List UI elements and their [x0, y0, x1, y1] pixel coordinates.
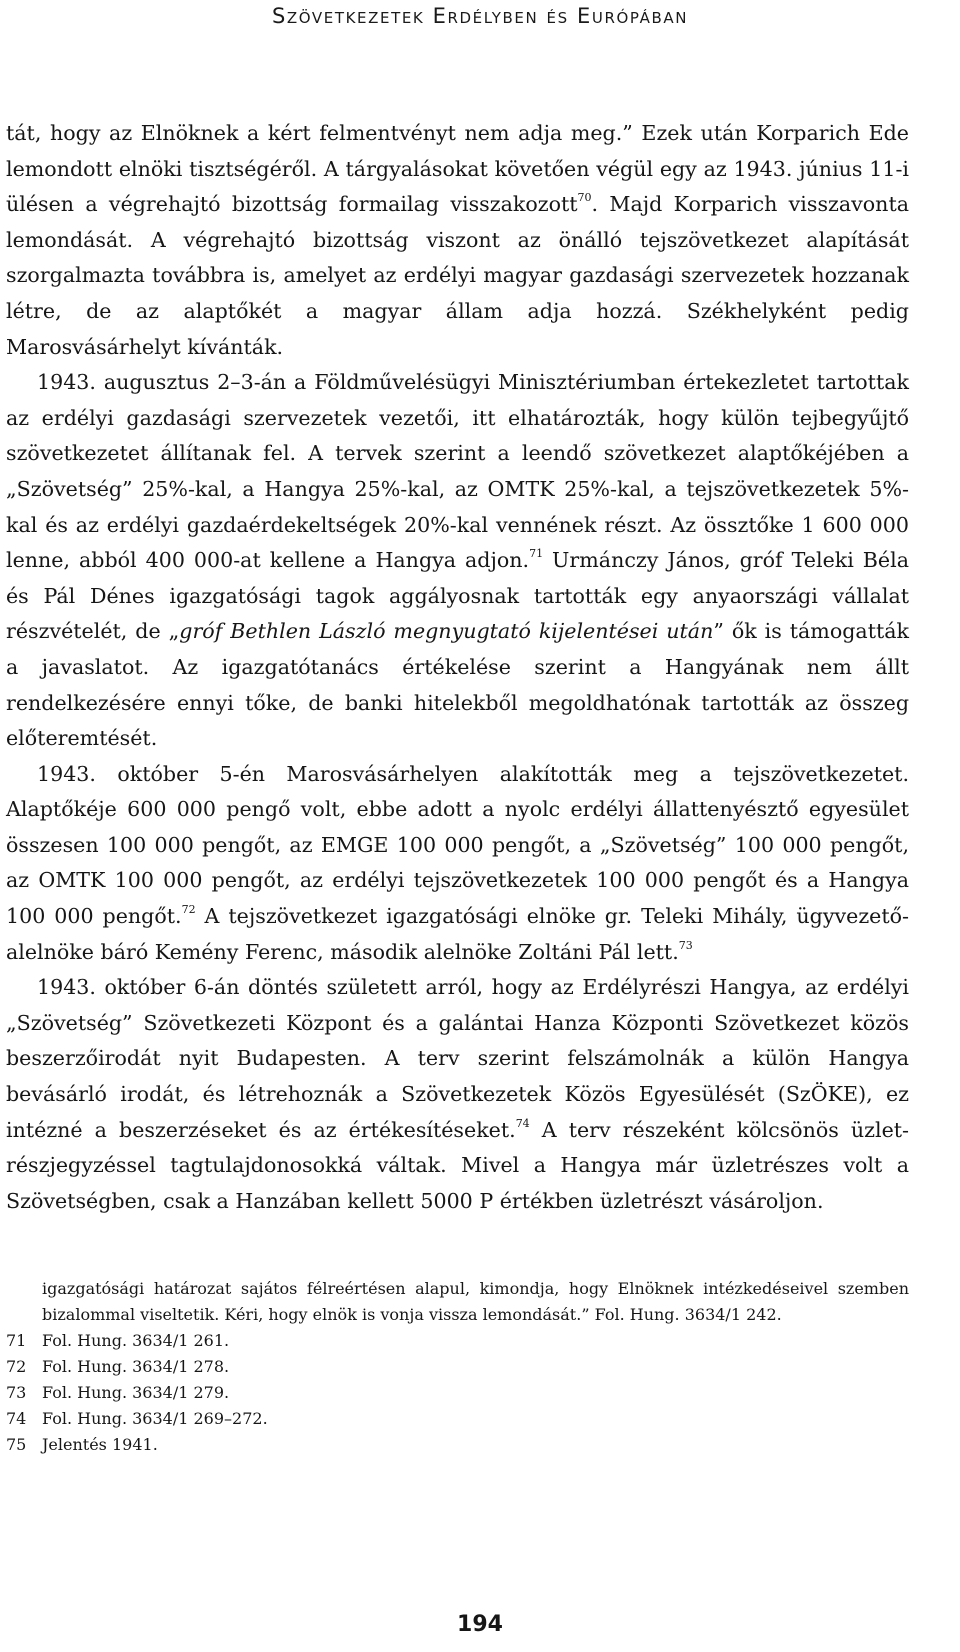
footnote-ref[interactable]: 73	[678, 938, 693, 952]
main-text	[6, 116, 909, 1219]
footnote	[6, 1406, 909, 1432]
running-header	[0, 4, 960, 28]
paragraph	[6, 116, 909, 365]
footnote	[6, 1432, 909, 1458]
footnote-ref[interactable]: 71	[529, 547, 544, 561]
footnote-number: 71	[6, 1331, 27, 1350]
paragraph	[6, 365, 909, 757]
footnote-continuation: igazgatósági határozat sajátos félreértésen alapul, kimondja, hogy Elnöknek intézkedéseivel szemben bizalommal viseltetik. Kéri, hogy elnök is vonja vissza lemondását.” Fol. Hung. 3634/1 242.	[42, 1279, 909, 1324]
text-run: A terv részeként kölcsönös üzletrészjegyzéssel tagtulajdonosokká váltak. Mivel a Hangya már üzletrészes volt a Szövetségben, csak a Hanzában kellett 5000 P értékben üzletrészt vásároljon.	[6, 1117, 909, 1213]
text-run: Urmánczy János, gróf Teleki Béla és Pál Dénes igazgatósági tagok aggályosnak tartották egy anyaországi vállalat részvételét, de „	[6, 548, 909, 644]
footnote-text: Fol. Hung. 3634/1 261.	[42, 1331, 230, 1350]
footnote	[6, 1354, 909, 1380]
footnote-ref[interactable]: 72	[181, 903, 196, 917]
text-run: 1943. augusztus 2–3-án a Földművelésügyi Minisztériumban értekezletet tartottak az erdélyi gazdasági szervezetek vezetői, itt elhatározták, hogy külön tejbegyűjtő szövetkezetet állítanak fel. A tervek szerint a leendő szövetkezet alaptőkéjében a „Szövetség” 25%-kal, a Hangya 25%-kal, az OMTK 25%-kal, a tejszövetkezetek 5%-kal és az erdélyi gazdaérdekeltségek 20%-kal vennének részt. Az össztőke 1 600 000 lenne, abból 400 000-at kellene a Hangya adjon.	[6, 370, 909, 573]
footnote-text: Fol. Hung. 3634/1 278.	[42, 1357, 230, 1376]
footnote	[6, 1380, 909, 1406]
paragraph	[6, 970, 909, 1219]
footnote-number: 75	[6, 1435, 27, 1454]
text-run: tát, hogy az Elnöknek a kért felmentvényt nem adja meg.” Ezek után Korparich Ede lemondott elnöki tisztségéről. A tárgyalásokat követően végül egy az 1943. június 11-i ülésen a végrehajtó bizottság formailag visszakozott	[6, 121, 909, 217]
footnote-text: Jelentés 1941.	[42, 1435, 158, 1454]
paragraph	[6, 757, 909, 971]
footnote-ref[interactable]: 70	[577, 191, 592, 205]
text-run: 1943. október 5-én Marosvásárhelyen alakították meg a tejszövetkezetet. Alaptőkéje 600 000 pengő volt, ebbe adott a nyolc erdélyi állattenyésztő egyesület összesen 100 000 pengőt, az EMGE 100 000 pengőt, a „Szövetség” 100 000 pengőt, az OMTK 100 000 pengőt, az erdélyi tejszövetkezetek 100 000 pengőt és a Hangya 100 000 pengőt.	[6, 761, 909, 929]
running-title: Szövetkezetek Erdélyben és Európában	[271, 4, 689, 28]
text-run: ” ők is támogatták a javaslatot. Az igazgatótanács értékelése szerint a Hangyának nem állt rendelkezésére ennyi tőke, de banki hitelekből megoldhatónak tartották az összeg előteremtését.	[6, 619, 909, 751]
footnote-text: Fol. Hung. 3634/1 279.	[42, 1383, 230, 1402]
text-run: . Majd Korparich visszavonta lemondását. A végrehajtó bizottság viszont az önálló tejszövetkezet alapítását szorgalmazta továbbra is, amelyet az erdélyi magyar gazdasági szervezetek hozzanak létre, de az alaptőkét a magyar állam adja hozzá. Székhelyként pedig Marosvásárhelyt kívánták.	[6, 192, 910, 359]
page-number: 194	[457, 1612, 503, 1637]
footnote-number: 74	[6, 1409, 27, 1428]
footnote-list	[6, 1328, 909, 1458]
text-run: 1943. október 6-án döntés született arról, hogy az Erdélyrészi Hangya, az erdélyi „Szövetség” Szövetkezeti Központ és a galántai Hanza Központi Szövetkezet közös beszerzőirodát nyit Budapesten. A terv szerint felszámolnák a külön Hangya bevásárló irodát, és létrehoznák a Szövetkezetek Közös Egyesülését (SzÖKE), ez intézné a beszerzéseket és az értékesítéseket.	[6, 975, 909, 1142]
footnotes	[6, 1276, 909, 1458]
footnote	[6, 1328, 909, 1354]
text-run: A tejszövetkezet igazgatósági elnöke gr. Teleki Mihály, ügyvezető-alelnöke báró Kemény Ferenc, második alelnöke Zoltáni Pál lett.	[6, 904, 909, 964]
footnote-number: 73	[6, 1383, 27, 1402]
footnote-ref[interactable]: 74	[515, 1116, 530, 1130]
italic-quote: gróf Bethlen László megnyugtató kijelentései után	[179, 619, 714, 644]
footnote-number: 72	[6, 1357, 27, 1376]
footnote-text: Fol. Hung. 3634/1 269–272.	[42, 1409, 268, 1428]
